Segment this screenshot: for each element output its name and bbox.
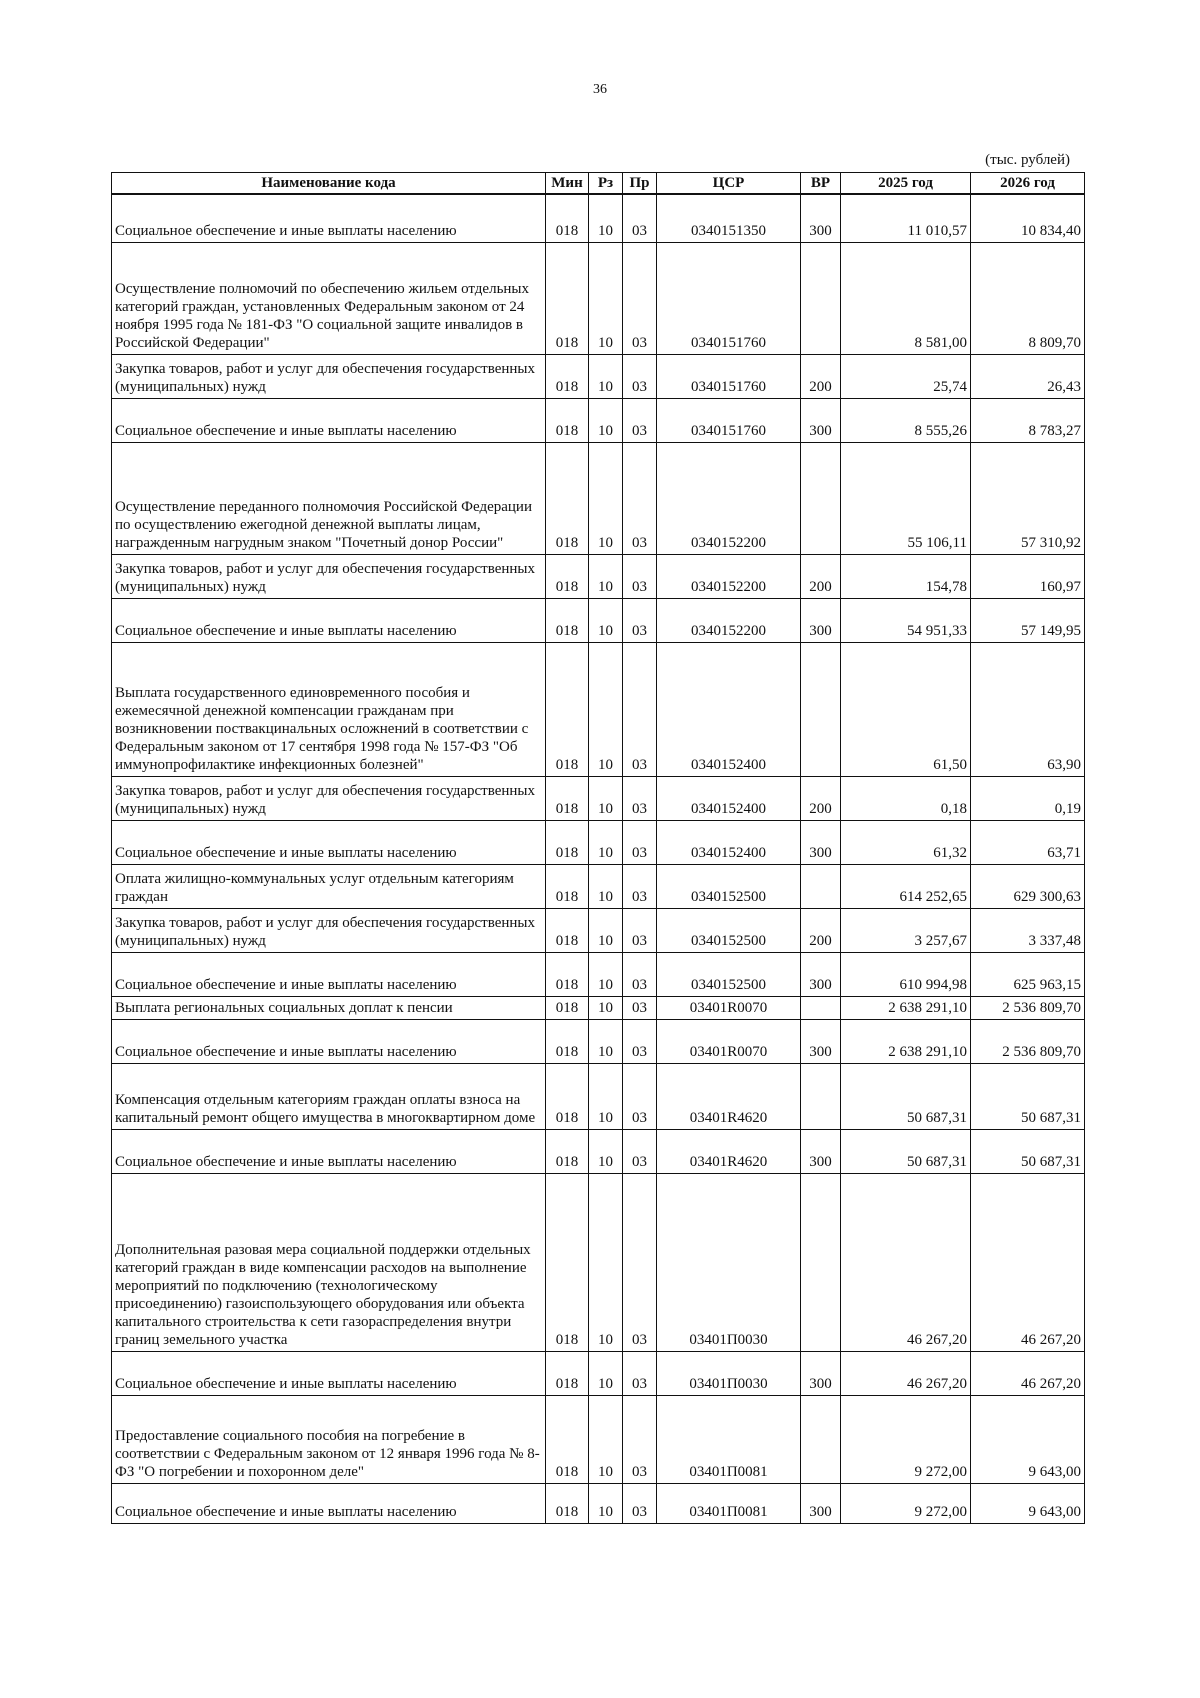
row-rz: 10 bbox=[589, 952, 623, 996]
row-rz: 10 bbox=[589, 442, 623, 554]
row-2025: 2 638 291,10 bbox=[841, 1019, 971, 1063]
row-rz: 10 bbox=[589, 1019, 623, 1063]
row-name: Выплата государственного единовременного пособия и ежемесячной денежной компенсации гражданам при возникновении поствакцинальных осложнений в соответствии с Федеральным законом от 17 сентября 1998 года № 157-ФЗ "Об иммунопрофилактике инфекционных болезней" bbox=[112, 642, 546, 776]
table-row bbox=[112, 242, 1085, 354]
budget-table bbox=[111, 172, 1085, 1524]
table-row bbox=[112, 1483, 1085, 1523]
row-pr: 03 bbox=[623, 642, 657, 776]
row-csr: 0340152400 bbox=[657, 776, 801, 820]
column-header-min: Мин bbox=[546, 173, 589, 195]
row-name: Социальное обеспечение и иные выплаты населению bbox=[112, 1351, 546, 1395]
table-row bbox=[112, 1351, 1085, 1395]
column-header-rz: Рз bbox=[589, 173, 623, 195]
row-pr: 03 bbox=[623, 996, 657, 1019]
row-rz: 10 bbox=[589, 398, 623, 442]
row-rz: 10 bbox=[589, 1063, 623, 1129]
row-vr bbox=[801, 1395, 841, 1483]
row-2025: 25,74 bbox=[841, 354, 971, 398]
row-2026: 625 963,15 bbox=[971, 952, 1085, 996]
row-pr: 03 bbox=[623, 820, 657, 864]
row-pr: 03 bbox=[623, 1063, 657, 1129]
row-vr bbox=[801, 1063, 841, 1129]
row-min: 018 bbox=[546, 442, 589, 554]
row-2026: 8 783,27 bbox=[971, 398, 1085, 442]
table-header-row bbox=[112, 173, 1085, 195]
row-2025: 8 555,26 bbox=[841, 398, 971, 442]
row-pr: 03 bbox=[623, 908, 657, 952]
row-rz: 10 bbox=[589, 864, 623, 908]
row-rz: 10 bbox=[589, 1129, 623, 1173]
row-2025: 610 994,98 bbox=[841, 952, 971, 996]
row-vr bbox=[801, 642, 841, 776]
row-2026: 46 267,20 bbox=[971, 1351, 1085, 1395]
row-csr: 03401П0081 bbox=[657, 1483, 801, 1523]
row-2026: 50 687,31 bbox=[971, 1129, 1085, 1173]
row-name: Социальное обеспечение и иные выплаты населению bbox=[112, 1019, 546, 1063]
column-header-vr: ВР bbox=[801, 173, 841, 195]
row-pr: 03 bbox=[623, 194, 657, 242]
table-row bbox=[112, 354, 1085, 398]
row-csr: 03401R0070 bbox=[657, 996, 801, 1019]
row-name: Социальное обеспечение и иные выплаты населению bbox=[112, 1129, 546, 1173]
row-min: 018 bbox=[546, 776, 589, 820]
row-vr: 300 bbox=[801, 952, 841, 996]
row-min: 018 bbox=[546, 864, 589, 908]
row-2026: 26,43 bbox=[971, 354, 1085, 398]
row-csr: 0340151760 bbox=[657, 242, 801, 354]
row-pr: 03 bbox=[623, 354, 657, 398]
row-min: 018 bbox=[546, 996, 589, 1019]
row-pr: 03 bbox=[623, 952, 657, 996]
table-row bbox=[112, 864, 1085, 908]
row-csr: 03401П0030 bbox=[657, 1173, 801, 1351]
row-2025: 614 252,65 bbox=[841, 864, 971, 908]
row-name: Социальное обеспечение и иные выплаты населению bbox=[112, 1483, 546, 1523]
row-2026: 63,90 bbox=[971, 642, 1085, 776]
row-min: 018 bbox=[546, 194, 589, 242]
row-2025: 3 257,67 bbox=[841, 908, 971, 952]
row-2026: 9 643,00 bbox=[971, 1483, 1085, 1523]
row-pr: 03 bbox=[623, 554, 657, 598]
table-row bbox=[112, 1063, 1085, 1129]
row-name: Закупка товаров, работ и услуг для обеспечения государственных (муниципальных) нужд bbox=[112, 554, 546, 598]
row-min: 018 bbox=[546, 354, 589, 398]
row-vr bbox=[801, 242, 841, 354]
column-header-pr: Пр bbox=[623, 173, 657, 195]
row-2025: 54 951,33 bbox=[841, 598, 971, 642]
row-pr: 03 bbox=[623, 242, 657, 354]
row-2025: 9 272,00 bbox=[841, 1395, 971, 1483]
row-vr: 200 bbox=[801, 908, 841, 952]
row-min: 018 bbox=[546, 952, 589, 996]
row-name: Социальное обеспечение и иные выплаты населению bbox=[112, 952, 546, 996]
row-rz: 10 bbox=[589, 996, 623, 1019]
row-name: Социальное обеспечение и иные выплаты населению bbox=[112, 820, 546, 864]
table-row bbox=[112, 554, 1085, 598]
row-2026: 46 267,20 bbox=[971, 1173, 1085, 1351]
table-row bbox=[112, 1019, 1085, 1063]
row-csr: 03401П0030 bbox=[657, 1351, 801, 1395]
row-name: Закупка товаров, работ и услуг для обеспечения государственных (муниципальных) нужд bbox=[112, 908, 546, 952]
row-pr: 03 bbox=[623, 1351, 657, 1395]
column-header-2025: 2025 год bbox=[841, 173, 971, 195]
row-rz: 10 bbox=[589, 642, 623, 776]
row-csr: 03401R4620 bbox=[657, 1129, 801, 1173]
row-2025: 50 687,31 bbox=[841, 1129, 971, 1173]
row-vr: 300 bbox=[801, 1019, 841, 1063]
table-row bbox=[112, 1129, 1085, 1173]
row-2026: 2 536 809,70 bbox=[971, 1019, 1085, 1063]
row-min: 018 bbox=[546, 554, 589, 598]
row-2026: 629 300,63 bbox=[971, 864, 1085, 908]
row-pr: 03 bbox=[623, 1173, 657, 1351]
row-min: 018 bbox=[546, 398, 589, 442]
row-csr: 0340151350 bbox=[657, 194, 801, 242]
row-csr: 0340152200 bbox=[657, 554, 801, 598]
row-csr: 0340151760 bbox=[657, 398, 801, 442]
row-csr: 03401R0070 bbox=[657, 1019, 801, 1063]
row-vr bbox=[801, 442, 841, 554]
table-row bbox=[112, 952, 1085, 996]
row-name: Осуществление переданного полномочия Российской Федерации по осуществлению ежегодной денежной выплаты лицам, награжденным нагрудным знаком "Почетный донор России" bbox=[112, 442, 546, 554]
row-2026: 63,71 bbox=[971, 820, 1085, 864]
row-rz: 10 bbox=[589, 1173, 623, 1351]
row-rz: 10 bbox=[589, 908, 623, 952]
row-csr: 0340152500 bbox=[657, 908, 801, 952]
row-2025: 46 267,20 bbox=[841, 1351, 971, 1395]
column-header-name: Наименование кода bbox=[112, 173, 546, 195]
row-csr: 0340152500 bbox=[657, 952, 801, 996]
table-row bbox=[112, 194, 1085, 242]
row-2025: 9 272,00 bbox=[841, 1483, 971, 1523]
table-row bbox=[112, 908, 1085, 952]
row-vr bbox=[801, 996, 841, 1019]
row-csr: 03401П0081 bbox=[657, 1395, 801, 1483]
column-header-csr: ЦСР bbox=[657, 173, 801, 195]
page-number: 36 bbox=[593, 82, 607, 97]
row-name: Дополнительная разовая мера социальной поддержки отдельных категорий граждан в виде компенсации расходов на выполнение мероприятий по подключению (технологическому присоединению) газоиспользующего оборудования или объекта капитального строительства к сети газораспределения внутри границ земельного участка bbox=[112, 1173, 546, 1351]
row-name: Осуществление полномочий по обеспечению жильем отдельных категорий граждан, установленных Федеральным законом от 24 ноября 1995 года № 181-ФЗ "О социальной защите инвалидов в Российской Федерации" bbox=[112, 242, 546, 354]
row-min: 018 bbox=[546, 1129, 589, 1173]
row-vr: 300 bbox=[801, 194, 841, 242]
row-vr: 300 bbox=[801, 598, 841, 642]
row-2025: 50 687,31 bbox=[841, 1063, 971, 1129]
row-2025: 154,78 bbox=[841, 554, 971, 598]
row-min: 018 bbox=[546, 1173, 589, 1351]
row-vr: 200 bbox=[801, 776, 841, 820]
row-name: Закупка товаров, работ и услуг для обеспечения государственных (муниципальных) нужд bbox=[112, 354, 546, 398]
row-csr: 0340152200 bbox=[657, 598, 801, 642]
row-pr: 03 bbox=[623, 1395, 657, 1483]
row-min: 018 bbox=[546, 908, 589, 952]
row-pr: 03 bbox=[623, 1019, 657, 1063]
row-vr: 300 bbox=[801, 1351, 841, 1395]
row-vr: 300 bbox=[801, 820, 841, 864]
row-min: 018 bbox=[546, 1063, 589, 1129]
row-rz: 10 bbox=[589, 1351, 623, 1395]
row-pr: 03 bbox=[623, 442, 657, 554]
row-min: 018 bbox=[546, 598, 589, 642]
row-2026: 0,19 bbox=[971, 776, 1085, 820]
table-row bbox=[112, 598, 1085, 642]
units-label: (тыс. рублей) bbox=[985, 152, 1070, 168]
row-csr: 0340152400 bbox=[657, 820, 801, 864]
row-pr: 03 bbox=[623, 598, 657, 642]
row-vr bbox=[801, 1173, 841, 1351]
table-row bbox=[112, 642, 1085, 776]
row-csr: 0340152200 bbox=[657, 442, 801, 554]
row-name: Предоставление социального пособия на погребение в соответствии с Федеральным законом от 12 января 1996 года № 8-ФЗ "О погребении и похоронном деле" bbox=[112, 1395, 546, 1483]
row-rz: 10 bbox=[589, 554, 623, 598]
row-2025: 55 106,11 bbox=[841, 442, 971, 554]
row-csr: 0340152500 bbox=[657, 864, 801, 908]
table-row bbox=[112, 398, 1085, 442]
row-2025: 46 267,20 bbox=[841, 1173, 971, 1351]
row-2025: 8 581,00 bbox=[841, 242, 971, 354]
row-2025: 2 638 291,10 bbox=[841, 996, 971, 1019]
row-csr: 03401R4620 bbox=[657, 1063, 801, 1129]
row-2026: 50 687,31 bbox=[971, 1063, 1085, 1129]
row-rz: 10 bbox=[589, 354, 623, 398]
row-min: 018 bbox=[546, 1351, 589, 1395]
row-2026: 57 149,95 bbox=[971, 598, 1085, 642]
table-row bbox=[112, 1395, 1085, 1483]
row-name: Выплата региональных социальных доплат к пенсии bbox=[112, 996, 546, 1019]
row-name: Социальное обеспечение и иные выплаты населению bbox=[112, 398, 546, 442]
row-rz: 10 bbox=[589, 598, 623, 642]
row-name: Социальное обеспечение и иные выплаты населению bbox=[112, 194, 546, 242]
row-min: 018 bbox=[546, 1019, 589, 1063]
row-vr: 300 bbox=[801, 1129, 841, 1173]
row-pr: 03 bbox=[623, 398, 657, 442]
row-vr: 300 bbox=[801, 1483, 841, 1523]
row-2026: 3 337,48 bbox=[971, 908, 1085, 952]
row-min: 018 bbox=[546, 642, 589, 776]
row-2025: 0,18 bbox=[841, 776, 971, 820]
row-min: 018 bbox=[546, 242, 589, 354]
row-vr: 200 bbox=[801, 354, 841, 398]
table-row bbox=[112, 996, 1085, 1019]
row-min: 018 bbox=[546, 820, 589, 864]
table-row bbox=[112, 1173, 1085, 1351]
row-2026: 57 310,92 bbox=[971, 442, 1085, 554]
row-2026: 10 834,40 bbox=[971, 194, 1085, 242]
row-2026: 160,97 bbox=[971, 554, 1085, 598]
row-csr: 0340152400 bbox=[657, 642, 801, 776]
row-vr: 200 bbox=[801, 554, 841, 598]
row-min: 018 bbox=[546, 1483, 589, 1523]
row-2026: 2 536 809,70 bbox=[971, 996, 1085, 1019]
row-2026: 9 643,00 bbox=[971, 1395, 1085, 1483]
table-row bbox=[112, 820, 1085, 864]
row-rz: 10 bbox=[589, 194, 623, 242]
row-vr bbox=[801, 864, 841, 908]
row-name: Социальное обеспечение и иные выплаты населению bbox=[112, 598, 546, 642]
row-min: 018 bbox=[546, 1395, 589, 1483]
row-rz: 10 bbox=[589, 776, 623, 820]
row-name: Оплата жилищно-коммунальных услуг отдельным категориям граждан bbox=[112, 864, 546, 908]
row-pr: 03 bbox=[623, 864, 657, 908]
row-rz: 10 bbox=[589, 820, 623, 864]
column-header-2026: 2026 год bbox=[971, 173, 1085, 195]
row-name: Компенсация отдельным категориям граждан оплаты взноса на капитальный ремонт общего имущества в многоквартирном доме bbox=[112, 1063, 546, 1129]
row-rz: 10 bbox=[589, 1483, 623, 1523]
row-pr: 03 bbox=[623, 776, 657, 820]
row-2025: 11 010,57 bbox=[841, 194, 971, 242]
row-2025: 61,32 bbox=[841, 820, 971, 864]
row-rz: 10 bbox=[589, 1395, 623, 1483]
row-csr: 0340151760 bbox=[657, 354, 801, 398]
row-vr: 300 bbox=[801, 398, 841, 442]
row-rz: 10 bbox=[589, 242, 623, 354]
row-name: Закупка товаров, работ и услуг для обеспечения государственных (муниципальных) нужд bbox=[112, 776, 546, 820]
table-row bbox=[112, 776, 1085, 820]
row-pr: 03 bbox=[623, 1483, 657, 1523]
row-2026: 8 809,70 bbox=[971, 242, 1085, 354]
row-pr: 03 bbox=[623, 1129, 657, 1173]
row-2025: 61,50 bbox=[841, 642, 971, 776]
table-row bbox=[112, 442, 1085, 554]
